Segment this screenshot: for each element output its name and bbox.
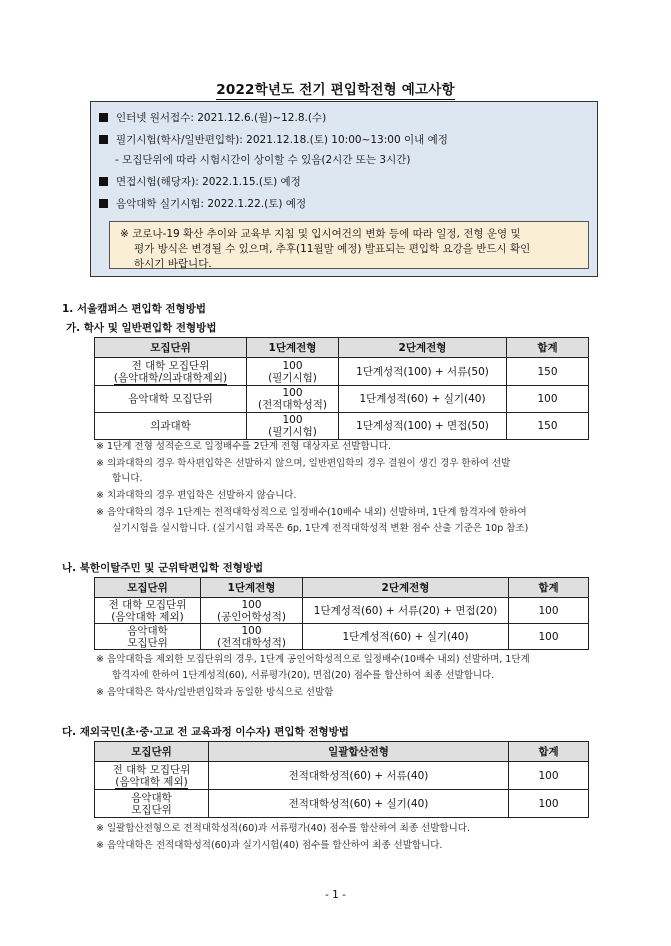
warning-line: 하시기 바랍니다. bbox=[134, 258, 212, 270]
subsection-title: 나. 북한이탈주민 및 군위탁편입학 전형방법 bbox=[62, 562, 264, 574]
total-cell: 100 bbox=[509, 762, 589, 790]
table-header: 2단계전형 bbox=[339, 338, 507, 358]
stage2-cell: 1단계성적(60) + 실기(40) bbox=[339, 386, 507, 413]
stage2-cell: 1단계성적(100) + 서류(50) bbox=[339, 358, 507, 386]
bullet-square-icon bbox=[99, 177, 108, 186]
subsection-title: 다. 재외국민(초·중·고교 전 교육과정 이수자) 편입학 전형방법 bbox=[62, 726, 349, 738]
table-header: 1단계전형 bbox=[247, 338, 339, 358]
total-cell: 100 bbox=[507, 386, 589, 413]
total-cell: 100 bbox=[509, 598, 589, 624]
unit-cell: 전 대학 모집단위 (음악대학/의과대학제외) bbox=[95, 358, 247, 386]
total-cell: 150 bbox=[507, 358, 589, 386]
note: ※ 음악대학은 전적대학성적(60)과 실기시험(40) 점수를 합산하여 최종 선발합니다. bbox=[96, 840, 443, 851]
table-row bbox=[95, 413, 589, 440]
bullet-square-icon bbox=[99, 113, 108, 122]
stage1-cell: 100 (공인어학성적) bbox=[201, 598, 303, 624]
table-header: 모집단위 bbox=[95, 338, 247, 358]
note: ※ 의과대학의 경우 학사편입학은 선발하지 않으며, 일반편입학의 경우 결원이 생긴 경우 한하여 선발 bbox=[96, 458, 511, 469]
table-header: 일괄합산전형 bbox=[209, 742, 509, 762]
table-header: 합계 bbox=[509, 742, 589, 762]
table-header: 모집단위 bbox=[95, 578, 201, 598]
table-row bbox=[95, 624, 589, 650]
stage1-cell: 100 (전적대학성적) bbox=[201, 624, 303, 650]
notice-subitem: - 모집단위에 따라 시험시간이 상이할 수 있음(2시간 또는 3시간) bbox=[115, 154, 411, 166]
note: ※ 음악대학을 제외한 모집단위의 경우, 1단계 공인어학성적으로 일정배수(10배수 내외) 선발하며, 1단계 bbox=[96, 654, 530, 665]
note: 합격자에 한하여 1단계성적(60), 서류평가(20), 면접(20) 점수를 합산하여 최종 선발합니다. bbox=[112, 670, 495, 681]
section-title: 1. 서울캠퍼스 편입학 전형방법 bbox=[62, 303, 206, 315]
unit-cell: 음악대학 모집단위 bbox=[95, 386, 247, 413]
bullet-square-icon bbox=[99, 135, 108, 144]
notice-item: 필기시험(학사/일반편입학): 2021.12.18.(토) 10:00~13:00 이내 예정 bbox=[99, 132, 448, 147]
notice-box bbox=[90, 101, 598, 277]
table-a bbox=[94, 337, 589, 440]
page-number: - 1 - bbox=[325, 889, 346, 901]
note: ※ 1단계 전형 성적순으로 일정배수를 2단계 전형 대상자로 선발합니다. bbox=[96, 441, 392, 452]
unit-cell: 전 대학 모집단위 (음악대학 제외) bbox=[95, 762, 209, 790]
total-cell: 100 bbox=[509, 790, 589, 818]
table-header: 1단계전형 bbox=[201, 578, 303, 598]
stage2-cell: 1단계성적(60) + 서류(20) + 면접(20) bbox=[303, 598, 509, 624]
stage1-cell: 100 (필기시험) bbox=[247, 358, 339, 386]
table-header: 합계 bbox=[509, 578, 589, 598]
table-header: 모집단위 bbox=[95, 742, 209, 762]
note: 합니다. bbox=[112, 473, 143, 484]
total-cell: 150 bbox=[507, 413, 589, 440]
table-b bbox=[94, 577, 589, 650]
unit-cell: 의과대학 bbox=[95, 413, 247, 440]
table-row bbox=[95, 386, 589, 413]
unit-cell: 음악대학 모집단위 bbox=[95, 624, 201, 650]
table-row bbox=[95, 762, 589, 790]
warning-line: 평가 방식은 변경될 수 있으며, 추후(11월말 예정) 발표되는 편입학 요강을 반드시 확인 bbox=[134, 243, 531, 255]
warning-line: ※ 코로나-19 확산 추이와 교육부 지침 및 입시여건의 변화 등에 따라 일정, 전형 운영 및 bbox=[120, 228, 521, 240]
warning-box bbox=[109, 221, 589, 269]
unit-cell: 음악대학 모집단위 bbox=[95, 790, 209, 818]
notice-item: 인터넷 원서접수: 2021.12.6.(월)~12.8.(수) bbox=[99, 110, 326, 125]
table-c bbox=[94, 741, 589, 818]
table-row bbox=[95, 358, 589, 386]
table-header: 2단계전형 bbox=[303, 578, 509, 598]
table-row bbox=[95, 790, 589, 818]
page-title: 2022학년도 전기 편입학전형 예고사항 bbox=[216, 82, 455, 98]
notice-item: 음악대학 실기시험: 2022.1.22.(토) 예정 bbox=[99, 196, 306, 211]
note: 실기시험을 실시합니다. (실기시험 과목은 6p, 1단계 전적대학성적 변환 점수 산출 기준은 10p 참조) bbox=[112, 523, 529, 534]
unit-cell: 전 대학 모집단위 (음악대학 제외) bbox=[95, 598, 201, 624]
bullet-square-icon bbox=[99, 199, 108, 208]
notice-item: 면접시험(해당자): 2022.1.15.(토) 예정 bbox=[99, 174, 301, 189]
total-cell: 100 bbox=[509, 624, 589, 650]
stage2-cell: 1단계성적(60) + 실기(40) bbox=[303, 624, 509, 650]
note: ※ 치과대학의 경우 편입학은 선발하지 않습니다. bbox=[96, 490, 297, 501]
table-row bbox=[95, 598, 589, 624]
note: ※ 음악대학의 경우 1단계는 전적대학성적으로 일정배수(10배수 내외) 선발하며, 1단계 합격자에 한하여 bbox=[96, 507, 527, 518]
note: ※ 음악대학은 학사/일반편입학과 동일한 방식으로 선발함 bbox=[96, 687, 334, 698]
method-cell: 전적대학성적(60) + 실기(40) bbox=[209, 790, 509, 818]
stage2-cell: 1단계성적(100) + 면접(50) bbox=[339, 413, 507, 440]
stage1-cell: 100 (필기시험) bbox=[247, 413, 339, 440]
table-header: 합계 bbox=[507, 338, 589, 358]
note: ※ 일괄합산전형으로 전적대학성적(60)과 서류평가(40) 점수를 합산하여 최종 선발합니다. bbox=[96, 823, 470, 834]
stage1-cell: 100 (전적대학성적) bbox=[247, 386, 339, 413]
subsection-title: 가. 학사 및 일반편입학 전형방법 bbox=[66, 322, 217, 334]
method-cell: 전적대학성적(60) + 서류(40) bbox=[209, 762, 509, 790]
